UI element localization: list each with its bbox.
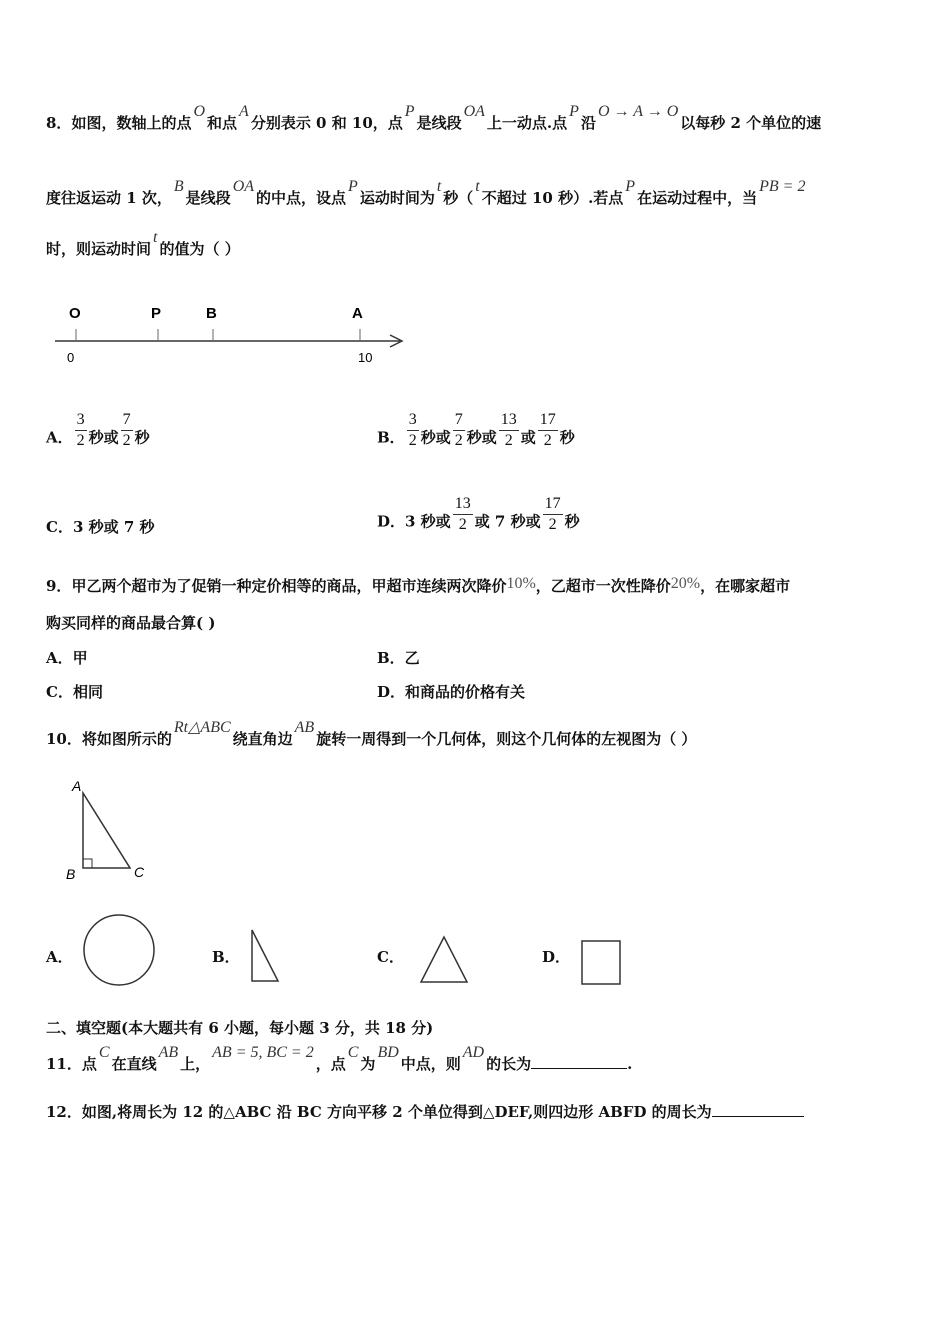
var-t: t xyxy=(436,178,442,195)
q9-line-2: 购买同样的商品最合算( ) xyxy=(46,614,216,632)
var-AB: AB xyxy=(294,719,315,736)
var-BD: BD xyxy=(377,1044,399,1061)
fraction: $\frac{7}{2}$ xyxy=(122,411,131,449)
right-triangle-shape xyxy=(244,925,284,985)
tick-label-0: 0 xyxy=(67,350,75,365)
var-B: B xyxy=(173,178,184,195)
axis-label-P: P xyxy=(151,305,162,322)
q9-option-c[interactable]: C．相同 xyxy=(46,683,103,701)
q9-line-1: 9．甲乙两个超市为了促销一种定价相等的商品，甲超市连续两次降价10%，乙超市一次性降价20%，在哪家超市 xyxy=(46,575,791,595)
fraction: $\frac{7}{2}$ xyxy=(454,411,463,449)
q8-line-1: 8．如图，数轴上的点O和点A分别表示 0 和 10，点P是线段OA上一动点.点P沿O → A → O以每秒 2 个单位的速 xyxy=(46,103,822,132)
q10-option-a[interactable]: A． xyxy=(46,948,73,966)
q11-line: 11．点C在直线AB上，AB = 5, BC = 2，点C为BD中点，则AD的长为 . xyxy=(46,1044,633,1073)
q9-option-d[interactable]: D．和商品的价格有关 xyxy=(377,683,526,701)
vertex-label-C: C xyxy=(134,864,145,880)
percent-10: 10% xyxy=(506,575,536,592)
q8-option-d[interactable]: D．3 秒或 $\frac{13}{2}$ 或 7 秒或 $\frac{17}{2}$ 秒 xyxy=(377,495,580,533)
section-2-title: 二、填空题(本大题共有 6 小题，每小题 3 分，共 18 分) xyxy=(46,1019,434,1037)
isosceles-triangle-shape xyxy=(416,932,472,986)
path-O-A-O: O → A → O xyxy=(597,103,679,120)
number-line-figure xyxy=(50,298,410,370)
q8-line-2: 度往返运动 1 次，B是线段OA的中点，设点P运动时间为t秒（t不超过 10 秒）.若点P在运动过程中，当PB = 2 xyxy=(46,178,806,207)
q10-number: 10． xyxy=(46,730,82,748)
q10-option-b[interactable]: B． xyxy=(212,948,240,966)
q12-answer-blank[interactable] xyxy=(712,1116,804,1117)
q8-option-a[interactable]: A． $\frac{3}{2}$ 秒或 $\frac{7}{2}$ 秒 xyxy=(46,411,150,449)
fraction: $\frac{3}{2}$ xyxy=(408,411,417,449)
q10-option-c[interactable]: C． xyxy=(377,948,404,966)
var-P: P xyxy=(404,103,415,120)
q8-option-c[interactable]: C．3 秒或 7 秒 xyxy=(46,518,155,536)
fraction: $\frac{13}{2}$ xyxy=(454,495,471,533)
q11-number: 11． xyxy=(46,1055,82,1073)
condition-PB: PB = 2 xyxy=(759,178,806,195)
q9-option-a[interactable]: A．甲 xyxy=(46,649,88,667)
q8-option-b[interactable]: B． $\frac{3}{2}$ 秒或 $\frac{7}{2}$ 秒或 $\frac{13}{2}$ 或 $\frac{17}{2}$ 秒 xyxy=(377,411,575,449)
square-shape xyxy=(579,938,625,988)
tick-label-10: 10 xyxy=(358,350,373,365)
q10-option-d[interactable]: D． xyxy=(542,948,571,966)
var-C: C xyxy=(98,1044,110,1061)
right-angle-mark xyxy=(83,859,92,868)
vertex-label-B: B xyxy=(66,866,76,882)
var-A: A xyxy=(239,103,249,120)
fraction: $\frac{13}{2}$ xyxy=(500,411,517,449)
q8-number: 8． xyxy=(46,114,72,132)
triangle-abc xyxy=(83,793,130,868)
axis-label-O: O xyxy=(69,305,81,322)
right-triangle-figure xyxy=(60,775,160,885)
fraction: $\frac{17}{2}$ xyxy=(544,495,561,533)
var-OA: OA xyxy=(463,103,485,120)
percent-20: 20% xyxy=(670,575,701,592)
var-RtABC: Rt△ABC xyxy=(173,719,231,736)
var-AD: AD xyxy=(462,1044,485,1061)
circle-shape xyxy=(80,912,160,990)
fraction: $\frac{17}{2}$ xyxy=(539,411,556,449)
q12-number: 12． xyxy=(46,1103,82,1121)
q12-line: 12．如图,将周长为 12 的△ABC 沿 BC 方向平移 2 个单位得到△DEF,则四边形 ABFD 的周长为 xyxy=(46,1101,804,1122)
var-O: O xyxy=(193,103,206,120)
q10-line-1: 10．将如图所示的Rt△ABC绕直角边AB旋转一周得到一个几何体，则这个几何体的左视图为（ ） xyxy=(46,719,697,748)
axis-label-A: A xyxy=(352,305,363,322)
vertex-label-A: A xyxy=(72,778,82,794)
axis-label-B: B xyxy=(206,305,217,322)
given-lengths: AB = 5, BC = 2 xyxy=(212,1044,314,1061)
var-AB: AB xyxy=(158,1044,179,1061)
q9-option-b[interactable]: B．乙 xyxy=(377,649,420,667)
q11-answer-blank[interactable] xyxy=(531,1068,627,1069)
fraction: $\frac{3}{2}$ xyxy=(76,411,85,449)
q9-number: 9． xyxy=(46,577,72,595)
q8-line-3: 时，则运动时间t的值为（ ） xyxy=(46,229,240,258)
